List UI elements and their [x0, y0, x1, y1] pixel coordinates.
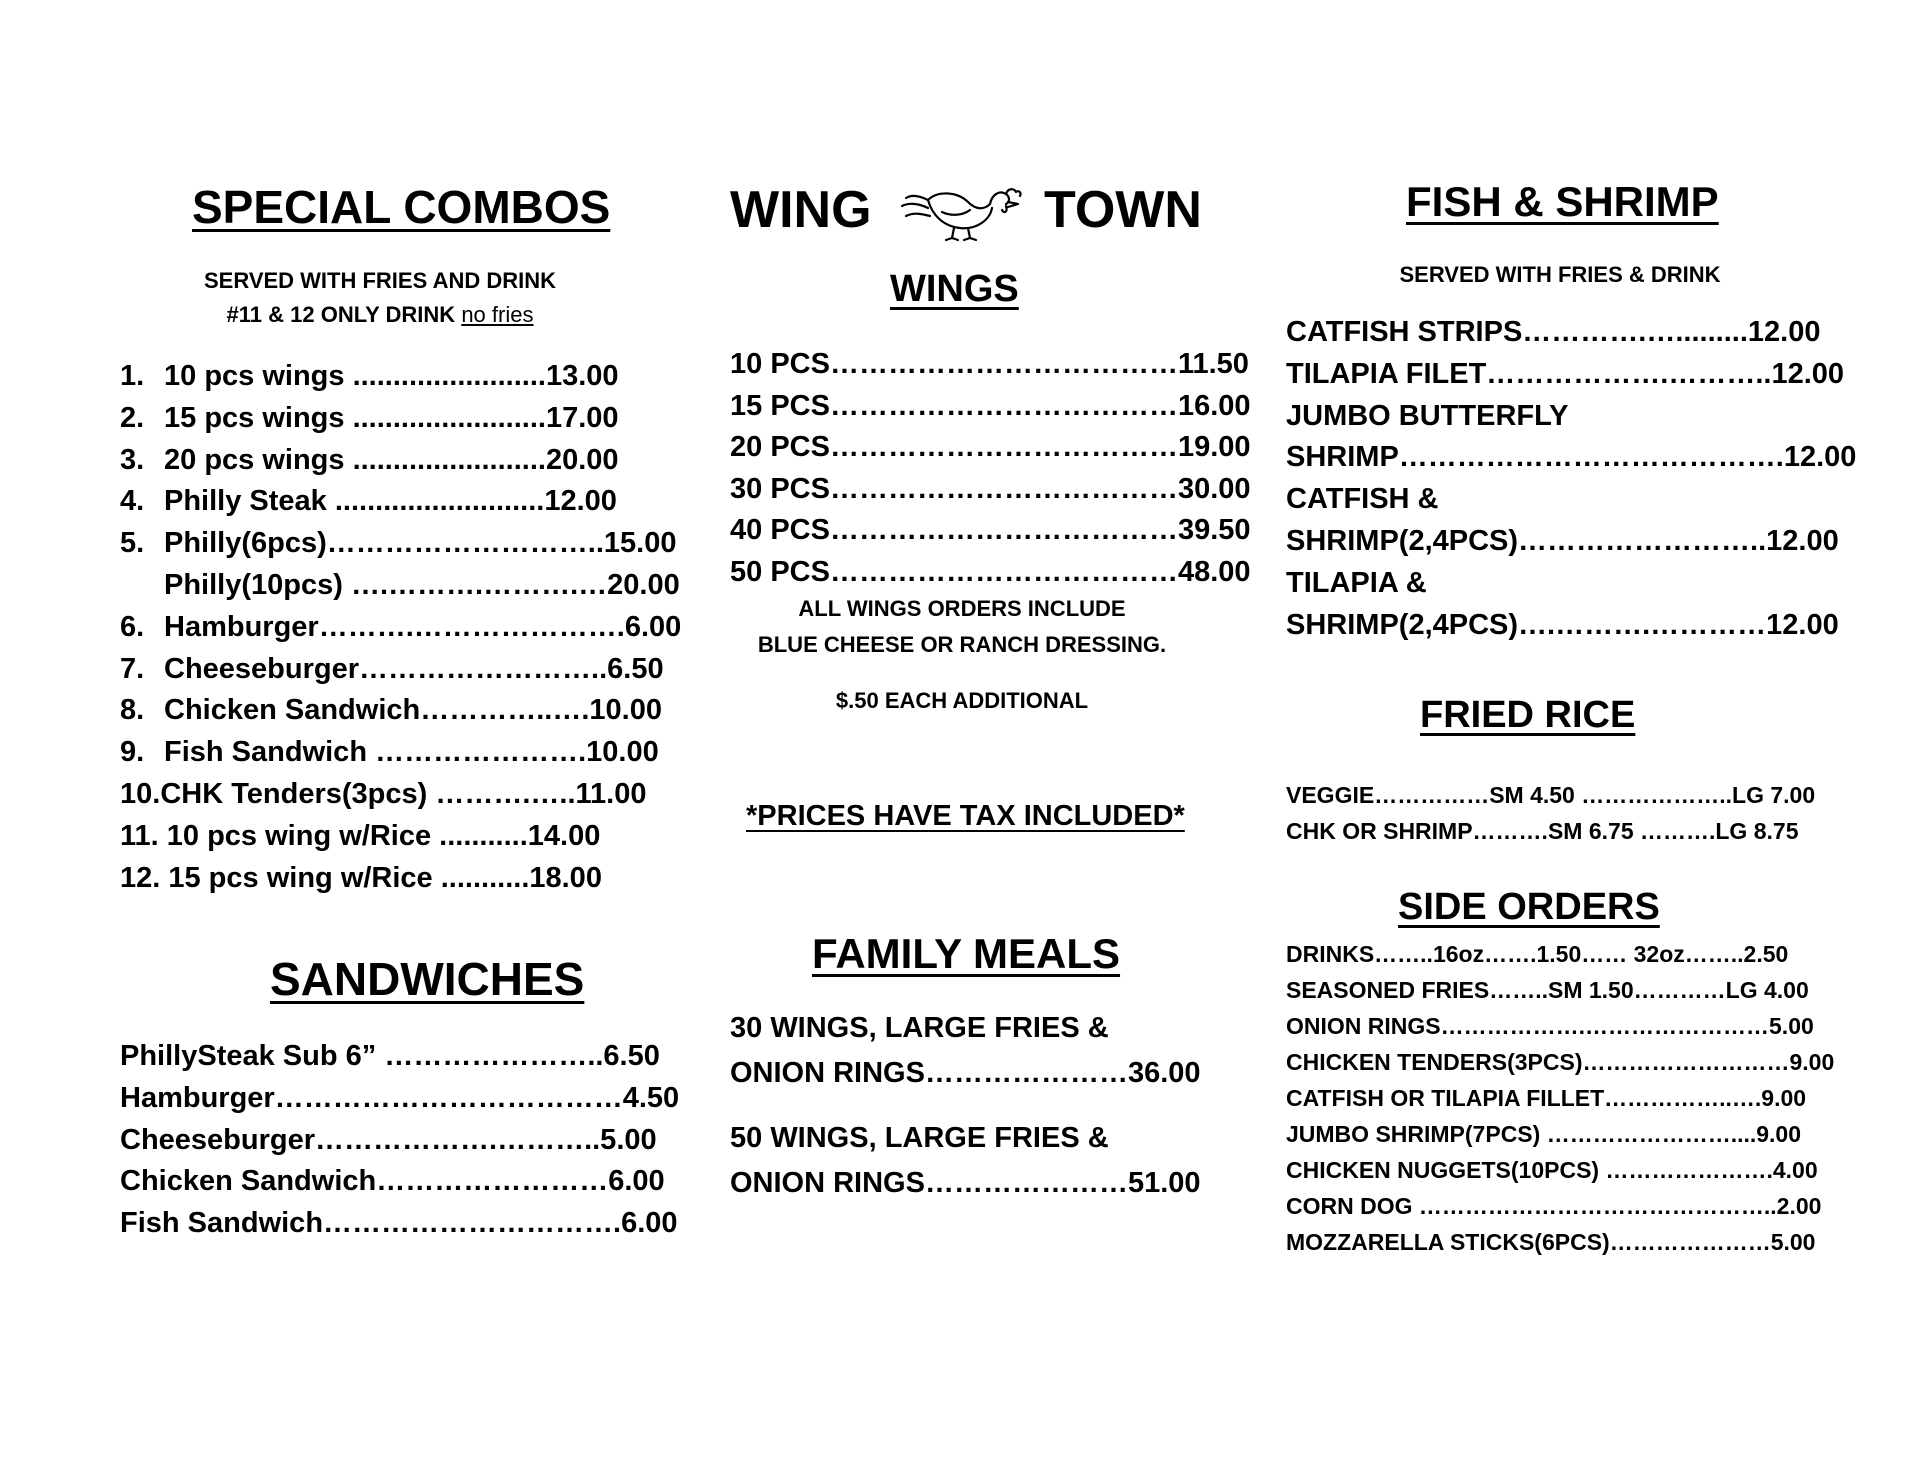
tax-note: *PRICES HAVE TAX INCLUDED* [746, 800, 1185, 832]
combo-item [120, 565, 681, 607]
combo-indent [120, 565, 164, 607]
combo-number: 7. [120, 652, 145, 685]
sandwiches-heading: SANDWICHES [270, 953, 585, 1005]
wings-extra-note: $.50 EACH ADDITIONAL [835, 688, 1089, 713]
sandwich-item: Chicken Sandwich……………………6.00 [120, 1165, 665, 1198]
combos-note: SERVED WITH FRIES AND DRINK [203, 268, 557, 293]
fish-shrimp-heading: FISH & SHRIMP [1406, 178, 1719, 225]
special-combos-heading: SPECIAL COMBOS [192, 181, 611, 233]
family-meals-list [730, 1006, 1201, 1226]
sandwich-item: Hamburger………………………………4.50 [120, 1081, 680, 1114]
fish-note: SERVED WITH FRIES & DRINK [1399, 262, 1721, 287]
combo-text: Philly(6pcs)………………………..15.00 [164, 527, 677, 560]
fish-item: CATFISH STRIPS………….….........12.00 [1286, 316, 1821, 348]
wings-item: 20 PCS………………………………19.00 [730, 431, 1251, 464]
combo-item [120, 732, 681, 774]
combo-text: Chicken Sandwich…………..….10.00 [164, 694, 662, 727]
combo-text: 12. 15 pcs wing w/Rice ...........18.00 [120, 861, 602, 894]
combo-text: Fish Sandwich ………………….10.00 [164, 736, 659, 769]
combo-text: 11. 10 pcs wing w/Rice ...........14.00 [120, 819, 601, 852]
combo-item [120, 774, 681, 816]
family-meal-price-line: ONION RINGS…………………51.00 [730, 1167, 1201, 1199]
combo-item [120, 523, 681, 565]
side-orders-heading: SIDE ORDERS [1398, 886, 1660, 928]
combo-item [120, 607, 681, 649]
fish-item: TILAPIA FILET……………….………..12.00 [1286, 357, 1845, 390]
combo-text: 15 pcs wings ........................17.00 [164, 401, 619, 434]
side-orders-list [1286, 936, 1834, 1260]
side-order-item: CATFISH OR TILAPIA FILLET……………..….9.00 [1286, 1085, 1807, 1111]
family-meal-line: 30 WINGS, LARGE FRIES & [730, 1012, 1109, 1044]
combo-text: Philly(10pcs) ….……….……….…20.00 [164, 568, 680, 601]
combo-item [120, 690, 681, 732]
fish-shrimp-list [1286, 312, 1856, 646]
family-meals-heading: FAMILY MEALS [812, 930, 1121, 977]
wings-heading: WINGS [890, 268, 1019, 310]
combo-item [120, 816, 681, 858]
family-meal-item [730, 1116, 1201, 1206]
combo-text: Hamburger……….………………….6.00 [164, 610, 682, 643]
fried-rice-heading: FRIED RICE [1420, 694, 1636, 736]
wings-item: 50 PCS………………………………48.00 [730, 555, 1251, 588]
special-combos-list [120, 356, 681, 899]
combo-text: 10 pcs wings ........................13.00 [164, 360, 619, 392]
side-order-item: CHICKEN NUGGETS(10PCS) ………………….4.00 [1286, 1157, 1818, 1183]
wings-list [730, 344, 1251, 594]
combo-item [120, 398, 681, 440]
combo-text: Cheeseburger……………………..6.50 [164, 652, 664, 685]
sandwich-item: PhillySteak Sub 6” …………………..6.50 [120, 1040, 660, 1072]
combo-number: 9. [120, 736, 145, 769]
fish-item: TILAPIA & [1286, 566, 1427, 599]
side-order-item: SEASONED FRIES……..SM 1.50…………LG 4.00 [1286, 977, 1809, 1003]
side-order-item: CORN DOG ………………………………………..2.00 [1286, 1193, 1822, 1219]
fish-item: JUMBO BUTTERFLY [1286, 399, 1569, 432]
combo-item [120, 481, 681, 523]
wings-note-2: BLUE CHEESE OR RANCH DRESSING. [757, 632, 1167, 657]
side-order-item: JUMBO SHRIMP(7PCS) ……………………....9.00 [1286, 1121, 1802, 1147]
combo-text: Philly Steak ..........................12.00 [164, 485, 617, 518]
family-meal-item [730, 1006, 1201, 1096]
combo-number: 6. [120, 610, 145, 643]
combo-number: 2. [120, 401, 145, 434]
side-order-item: DRINKS……..16oz…….1.50…… 32oz……..2.50 [1286, 941, 1789, 967]
wings-item: 30 PCS………………………………30.00 [730, 472, 1251, 505]
combo-item [120, 858, 681, 900]
combo-text: 10.CHK Tenders(3pcs) ……….…..11.00 [120, 777, 647, 810]
combo-item [120, 356, 681, 398]
family-meal-line: 50 WINGS, LARGE FRIES & [730, 1122, 1109, 1154]
side-order-item: CHICKEN TENDERS(3PCS)………………………9.00 [1286, 1049, 1835, 1075]
wings-note: ALL WINGS ORDERS INCLUDE [798, 596, 1126, 621]
combo-text: 20 pcs wings ........................20.00 [164, 443, 619, 476]
combos-note-2-underlined: no fries [461, 302, 534, 327]
combo-number: 3. [120, 443, 145, 476]
sandwiches-list [120, 1036, 679, 1245]
fish-item: SHRIMP………………………………….12.00 [1286, 441, 1857, 474]
side-order-item: MOZZARELLA STICKS(6PCS)…………………5.00 [1286, 1229, 1816, 1255]
family-meal-price-line: ONION RINGS…………………36.00 [730, 1057, 1201, 1089]
fried-rice-list [1286, 777, 1815, 849]
combo-number: 8. [120, 694, 145, 727]
side-order-item: ONION RINGS……………….……………………5.00 [1286, 1013, 1814, 1039]
title-wing: WING [730, 181, 872, 239]
fish-item: SHRIMP(2,4PCS)……………………..12.00 [1286, 524, 1839, 557]
fish-item: SHRIMP(2,4PCS)….……….…………12.00 [1286, 608, 1839, 641]
wings-item: 10 PCS………………………………11.50 [730, 348, 1249, 380]
wings-item: 40 PCS………………………………39.50 [730, 514, 1251, 547]
combos-note-2-text: #11 & 12 ONLY DRINK [226, 302, 462, 327]
title-town: TOWN [1044, 181, 1202, 239]
fish-item: CATFISH & [1286, 483, 1439, 516]
combos-note-2 [170, 302, 590, 328]
rice-item: VEGGIE……………SM 4.50 ………………..LG 7.00 [1286, 782, 1816, 808]
sandwich-item: Fish Sandwich………………………….6.00 [120, 1207, 678, 1240]
rooster-icon [898, 180, 1024, 242]
wings-item: 15 PCS………………………………16.00 [730, 389, 1251, 422]
combo-number: 5. [120, 527, 145, 560]
rice-item: CHK OR SHRIMP……….SM 6.75 ……….LG 8.75 [1286, 818, 1799, 844]
combo-item [120, 440, 681, 482]
combo-number: 4. [120, 485, 145, 518]
sandwich-item: Cheeseburger……………….………..5.00 [120, 1123, 657, 1156]
combo-item [120, 649, 681, 691]
combo-number: 1. [120, 360, 145, 392]
